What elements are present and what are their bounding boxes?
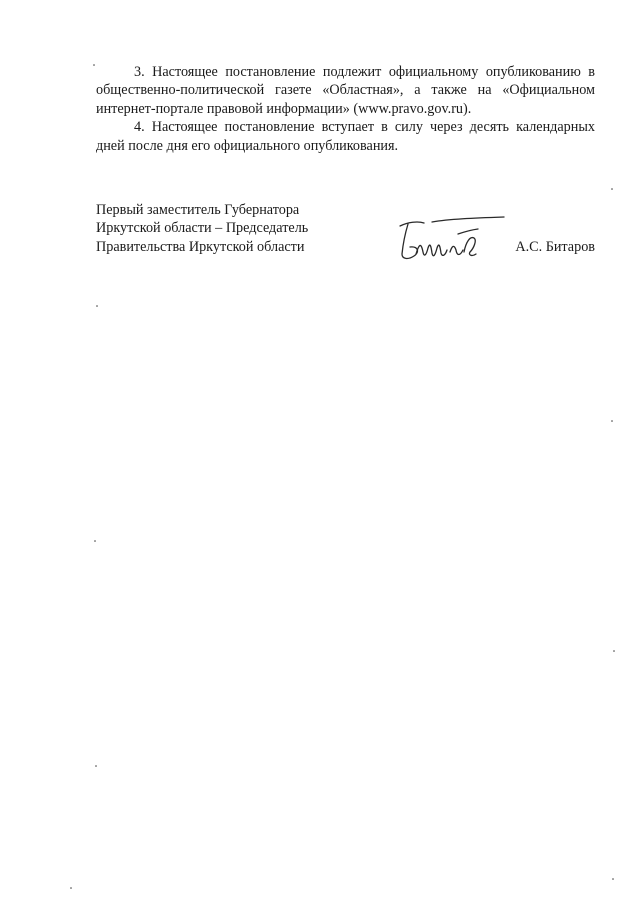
scan-speck [96,305,98,307]
scan-speck [93,64,95,66]
handwritten-signature [394,212,522,264]
paragraph-3: 3. Настоящее постановление подлежит официальному опубликованию в общественно-политической газете «Областная», а также на «Официальном интернет-портале правовой информации» (www.pravo.gov.ru). [96,64,595,117]
scan-speck [611,188,613,190]
signatory-position-line-2: Иркутской области – Председатель [96,220,309,237]
scan-speck [95,765,97,767]
signature-block [96,201,595,261]
scan-speck [70,887,72,889]
signatory-position-line-3: Правительства Иркутской области [96,238,305,255]
document-body [96,63,595,155]
scan-speck [94,540,96,542]
scan-speck [613,650,615,652]
scan-speck [612,878,614,880]
paragraph-4: 4. Настоящее постановление вступает в силу через десять календарных дней после дня его официального опубликования. [96,119,595,154]
scan-speck [611,420,613,422]
signatory-position [96,201,308,256]
signatory-position-line-1: Первый заместитель Губернатора [96,202,300,218]
signatory-name: А.С. Битаров [515,238,595,255]
